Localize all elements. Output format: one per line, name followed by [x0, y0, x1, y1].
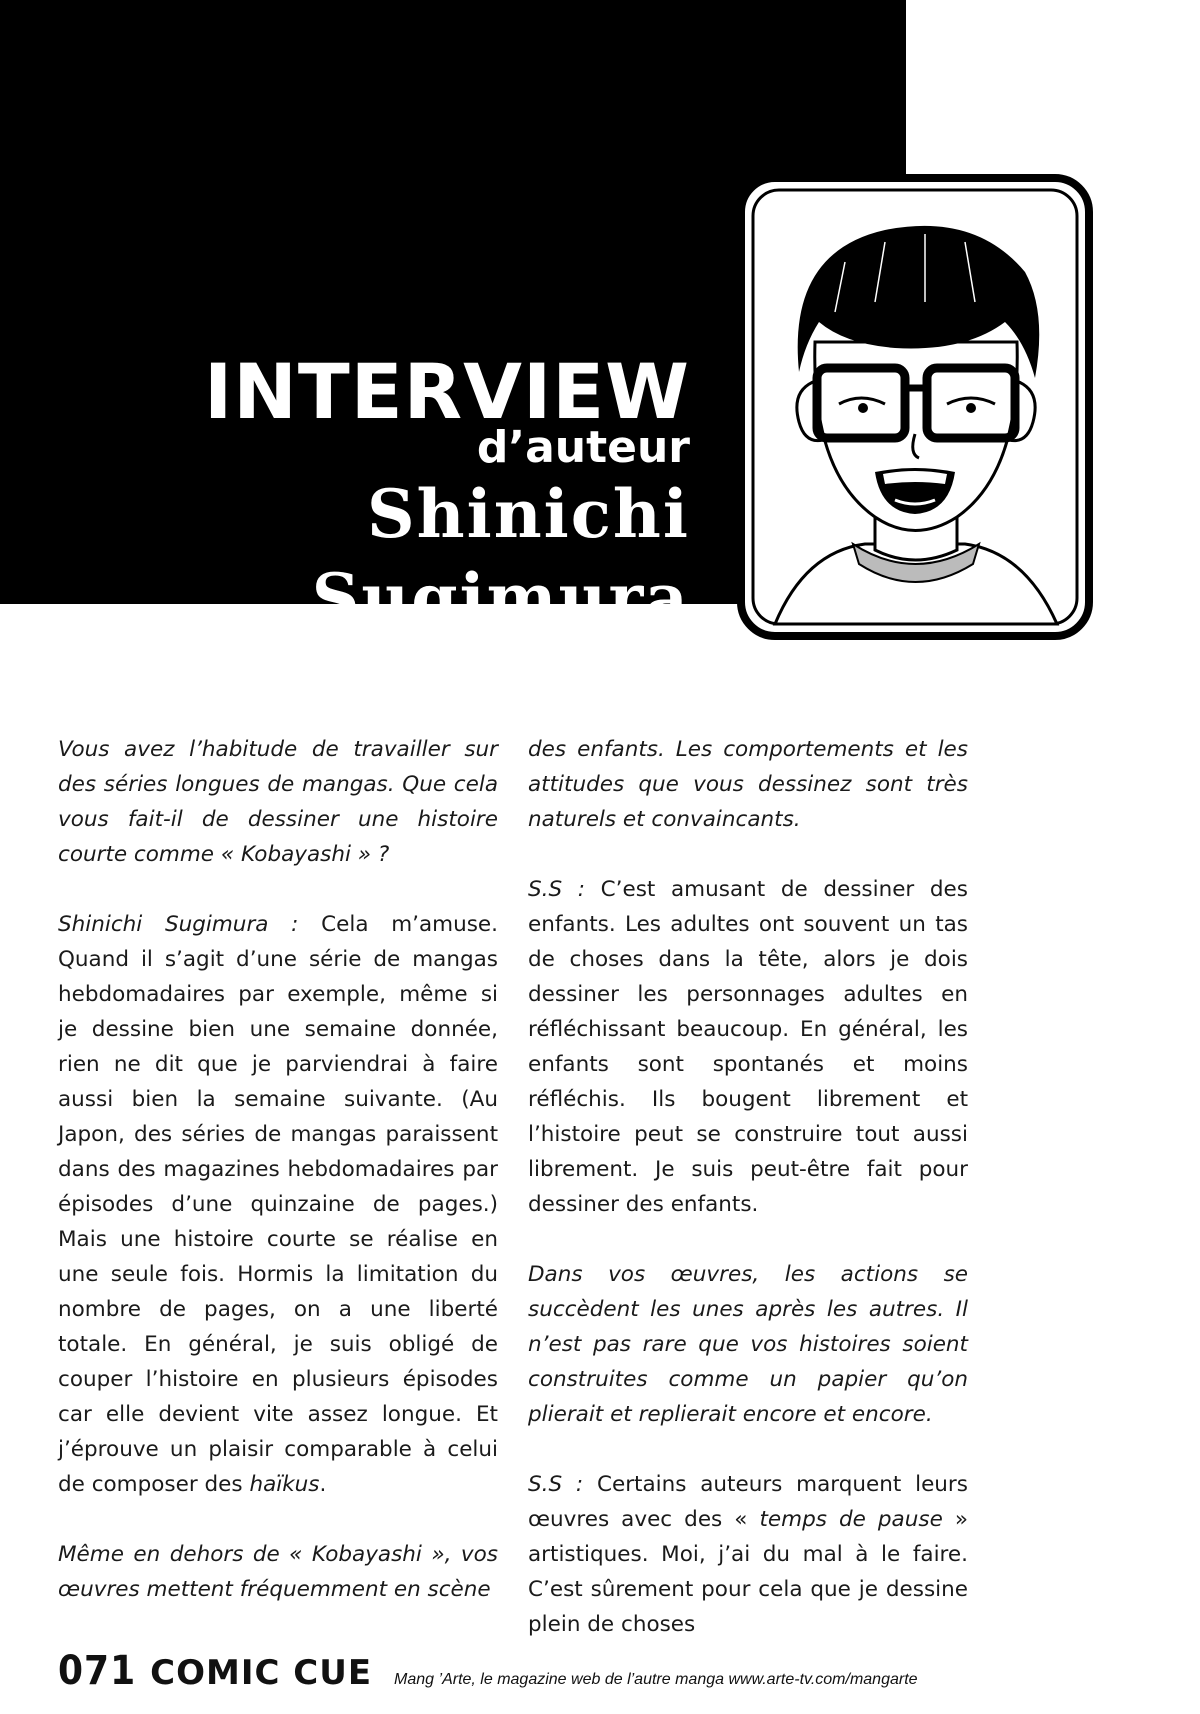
right-column	[528, 732, 968, 1677]
page-number: 071	[58, 1648, 137, 1694]
answer-1	[58, 907, 498, 1502]
title-author-name: Shinichi Sugimura	[311, 475, 690, 637]
speaker-label: Shinichi Sugimura :	[58, 912, 299, 937]
question-1: Vous avez l’habitude de travailler sur des séries longues de mangas. Que cela vous fait-il de dessiner une histoire courte comme « Kobayashi » ?	[58, 737, 498, 867]
speaker-label: S.S :	[528, 1472, 584, 1497]
page-title	[0, 347, 690, 640]
answer-2-text: C’est amusant de dessiner des enfants. Les adultes ont souvent un tas de choses dans la tête, alors je dois dessiner les personnages adultes en réfléchissant beaucoup. En général, les enfants sont spontanés et moins réfléchis. Ils bougent librement et l’histoire peut se construire tout aussi librement. Je suis peut-être fait pour dessiner des enfants.	[528, 877, 968, 1217]
question-2-start: Même en dehors de « Kobayashi », vos œuvres mettent fréquemment en scène	[58, 1542, 498, 1602]
page-footer	[58, 1648, 1158, 1698]
answer-3-emphasis: temps de pause	[759, 1507, 943, 1532]
answer-1-end: .	[319, 1472, 327, 1497]
answer-3	[528, 1467, 968, 1642]
speaker-label: S.S :	[528, 877, 586, 902]
magazine-name: COMIC CUE	[150, 1653, 373, 1693]
question-3: Dans vos œuvres, les actions se succèdent les unes après les autres. Il n’est pas rare que vos histoires soient construites comme un papier qu’on plierait et replierait encore et encore.	[528, 1262, 968, 1427]
title-dauteur: d’auteur	[476, 422, 690, 473]
answer-2	[528, 872, 968, 1222]
answer-3-text: Certains auteurs marquent leurs œuvres avec des «	[528, 1472, 968, 1532]
question-2-end: des enfants. Les comportements et les attitudes que vous dessinez sont très naturels et convaincants.	[528, 737, 968, 832]
left-column	[58, 732, 498, 1642]
footer-tagline: Mang ’Arte, le magazine web de l’autre manga www.arte-tv.com/mangarte	[394, 1671, 918, 1688]
answer-1-text: Cela m’amuse. Quand il s’agit d’une série de mangas hebdomadaires par exemple, même si je dessine bien une semaine donnée, rien ne dit que je parviendrai à faire aussi bien la semaine suivante. (Au Japon, des séries de mangas paraissent dans des magazines hebdomadaires par épisodes d’une quinzaine de pages.) Mais une histoire courte se réalise en une seule fois. Hormis la limitation du nombre de pages, on a une liberté totale. En général, je suis obligé de couper l’histoire en plusieurs épisodes car elle devient vite assez longue. Et j’éprouve un plaisir comparable à celui de composer des	[58, 912, 498, 1497]
answer-3-text-end: » artistiques. Moi, j’ai du mal à le faire. C’est sûrement pour cela que je dessine plein de choses	[528, 1507, 968, 1637]
answer-1-emphasis: haïkus	[249, 1472, 320, 1497]
title-interview: INTERVIEW	[203, 347, 690, 436]
author-caricature-icon	[735, 172, 1095, 642]
